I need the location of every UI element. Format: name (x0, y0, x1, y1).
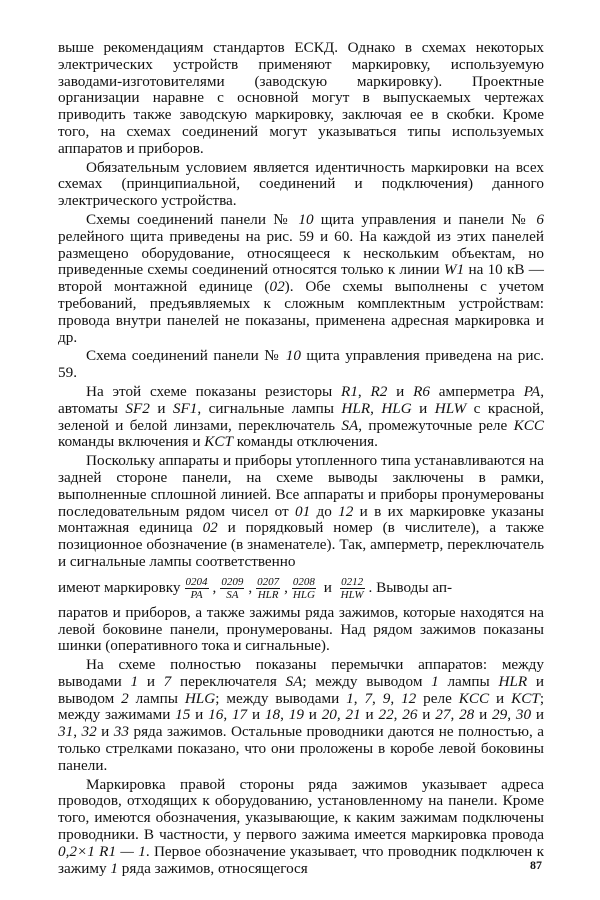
body-text (58, 40, 544, 877)
marking-fraction (292, 576, 316, 601)
fraction-denominator: PA (190, 588, 203, 601)
marking-fraction (185, 576, 209, 601)
marking-fraction (256, 576, 280, 601)
paragraph-3: Схемы соединений панели № 10 щита управления и панели № 6 релейного щита приведены на рис. 59 и 60. На каждой из этих панелей размещено оборудование, относящееся к нескольким объектам, но приведенные схемы соединений относятся только к линии W1 на 10 кВ — второй монтажной единице (02). Обе схемы выполнены с учетом требований, предъявляемых к сложным комплектным устройствам: провода внутри панелей не показаны, применена адресная маркировка и др. (58, 210, 544, 346)
fraction-denominator: SA (226, 588, 239, 601)
page-number: 87 (530, 858, 542, 872)
marking-fraction (220, 576, 244, 601)
fraction-tail-text: . Выводы ап- (368, 578, 453, 596)
paragraph-last: Маркировка правой стороны ряда зажимов указывает адреса проводов, отходящих к оборудованию, установленному на панели. Кроме того, имеются обозначения, указывающие, к каким зажимам подключены проводники. В частности, у первого зажима имеется маркировка провода 0,2×1 R1 — 1. Первое обозначение указывает, что проводник подключен к зажиму 1 ряда зажимов, относящегося (58, 775, 545, 877)
fraction-denominator: HLW (340, 588, 364, 601)
marking-fraction (340, 576, 365, 601)
paragraph-4: Схема соединений панели № 10 щита управления приведена на рис. 59. (58, 347, 544, 382)
paragraph-6-continued: паратов и приборов, а также зажимы ряда зажимов, которые находятся на левой боковине панели, пронумерованы. Над рядом зажимов показаны шинки (оперативного тока и сигнальные). (58, 603, 544, 655)
paragraph-jumpers: На схеме полностью показаны перемычки аппаратов: между выводами 1 и 7 переключателя SA; между выводом 1 лампы HLR и выводом 2 лампы HLG; между выводами 1, 7, 9, 12 реле KCC и KCT; между зажимами 15 и 16, 17 и 18, 19 и 20, 21 и 22, 26 и 27, 28 и 29, 30 и 31, 32 и 33 ряда зажимов. Остальные проводники даются не полностью, а только стрелками показано, что они проложены в коробе левой боковины панели. (58, 656, 545, 774)
fraction-numerator: 0204 (185, 575, 208, 588)
paragraph-6: Поскольку аппараты и приборы утопленного типа устанавливаются на задней стороне панели, на схеме выводы заключены в рамки, выполненные сплошной линией. Все аппараты и приборы пронумерованы последовательным рядом чисел от 01 до 12 и в их маркировке указаны монтажная единица 02 и порядковый номер (в числителе), а также позиционное обозначение (в знаменателе). Так, амперметр, переключатель и сигнальные лампы соответственно (58, 452, 544, 570)
fraction-lead-text: имеют маркировку (58, 578, 181, 596)
fraction-line: имеют маркировку $\frac{0204}{PA}$ , $\frac{0209}{SA}$ , 0207 HLR , 0208 HLG и 0212 HLW . Выводы ап- (58, 575, 453, 601)
fraction-denominator: HLG (292, 588, 315, 601)
paragraph-2: Обязательным условием является идентичность маркировки на всех схемах (принципиальной, соединений и подключения) данного электрического устройства. (58, 158, 544, 210)
paragraph-1: выше рекомендациям стандартов ЕСКД. Однако в схемах некоторых электрических устройств применяют маркировку, используемую заводами-изготовителями (заводскую маркировку). Проектные организации наравне с основной могут в выпускаемых чертежах приводить также заводскую маркировку, заключая ее в скобки. Кроме того, на схемах соединений могут указываться типы используемых аппаратов и приборов. (58, 39, 544, 157)
paragraph-5: На этой схеме показаны резисторы R1, R2 и R6 амперметра PA, автоматы SF2 и SF1, сигнальные лампы HLR, HLG и HLW с красной, зеленой и белой линзами, переключатель SA, промежуточные реле KCC команды включения и KCT команды отключения. (58, 382, 544, 451)
fraction-numerator: 0207 (257, 575, 280, 588)
fraction-numerator: 0209 (221, 575, 244, 588)
fraction-numerator: 0208 (292, 575, 315, 588)
fraction-denominator: HLR (257, 588, 279, 601)
fraction-numerator: 0212 (341, 575, 364, 588)
